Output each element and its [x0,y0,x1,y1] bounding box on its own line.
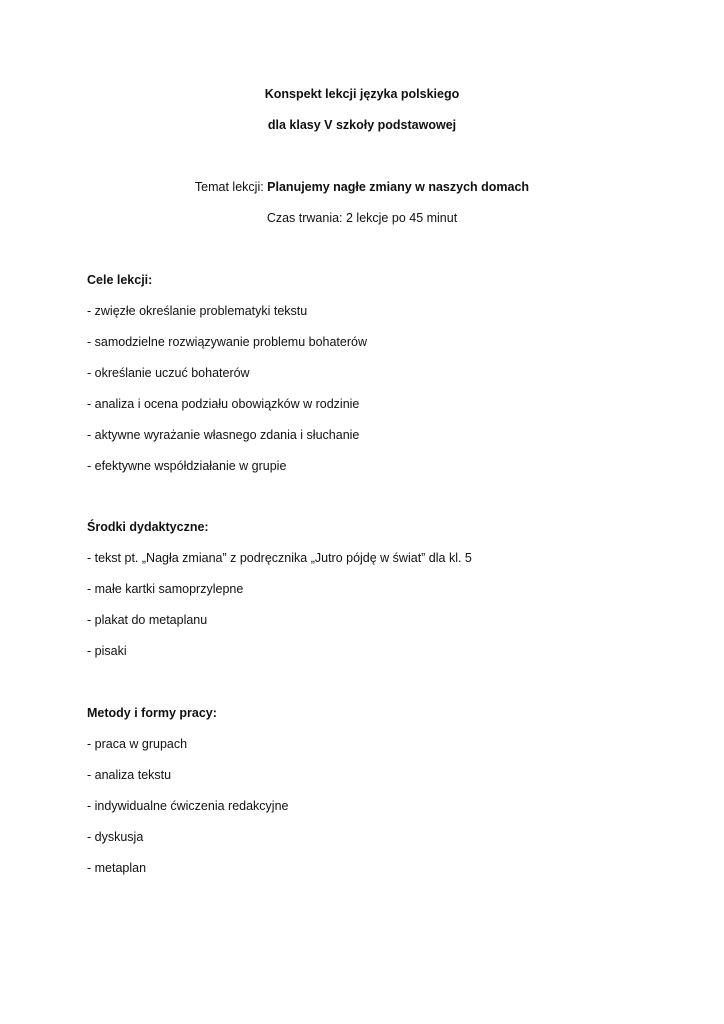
materials-item: - pisaki [87,644,127,658]
methods-heading: Metody i formy pracy: [87,706,217,720]
methods-item: - indywidualne ćwiczenia redakcyjne [87,799,289,813]
lesson-topic [0,180,724,195]
methods-item: - analiza tekstu [87,768,172,782]
goals-item: - efektywne współdziałanie w grupie [87,459,287,473]
goals-item: - aktywne wyrażanie własnego zdania i słuchanie [87,428,360,442]
goals-heading: Cele lekcji: [87,273,153,287]
lesson-duration: Czas trwania: 2 lekcje po 45 minut [266,211,458,225]
lesson-topic-label: Temat lekcji: [194,180,268,194]
materials-heading: Środki dydaktyczne: [87,520,209,534]
goals-item: - określanie uczuć bohaterów [87,366,250,380]
materials-item: - tekst pt. „Nagła zmiana” z podręcznika „Jutro pójdę w świat” dla kl. 5 [87,551,472,565]
goals-item: - analiza i ocena podziału obowiązków w rodzinie [87,397,360,411]
goals-item: - zwięzłe określanie problematyki tekstu [87,304,308,318]
goals-item: - samodzielne rozwiązywanie problemu bohaterów [87,335,367,349]
lesson-topic-value: Planujemy nagłe zmiany w naszych domach [267,180,530,194]
document-title: Konspekt lekcji języka polskiego [264,87,460,101]
materials-item: - małe kartki samoprzylepne [87,582,244,596]
methods-item: - metaplan [87,861,147,875]
methods-item: - dyskusja [87,830,144,844]
materials-item: - plakat do metaplanu [87,613,208,627]
document-subtitle: dla klasy V szkoły podstawowej [267,118,457,132]
methods-item: - praca w grupach [87,737,188,751]
